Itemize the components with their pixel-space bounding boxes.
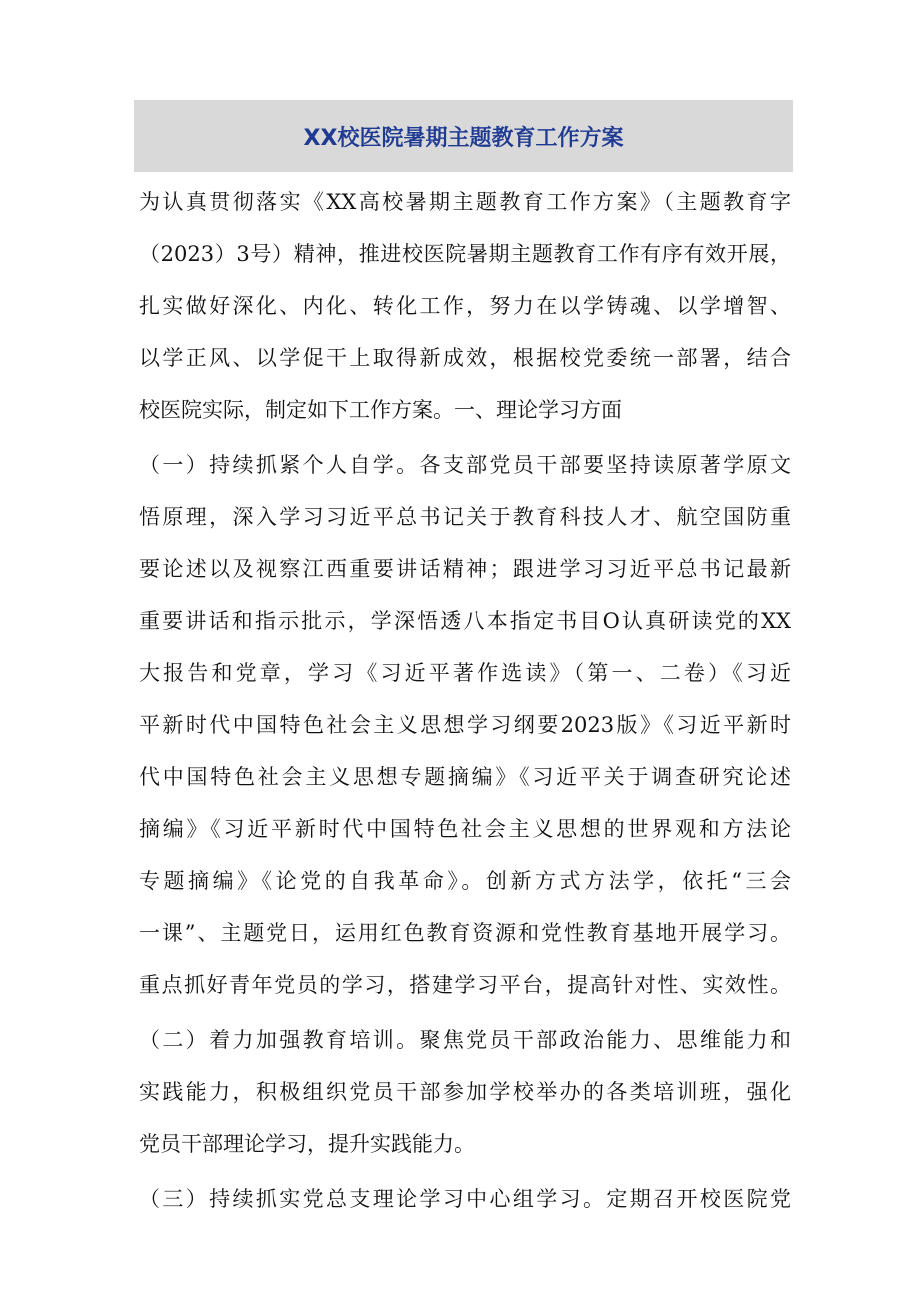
body-line: （二）着力加强教育培训。聚焦党员干部政治能力、思维能力和 <box>139 1028 791 1052</box>
body-line: （2023）3号）精神，推进校医院暑期主题教育工作有序有效开展， <box>139 242 791 266</box>
document-title: XX校医院暑期主题教育工作方案 <box>303 125 624 151</box>
body-line: 要论述以及视察江西重要讲话精神；跟进学习习近平总书记最新 <box>139 557 791 581</box>
body-line: 专题摘编》《论党的自我革命》。创新方式方法学，依托“三会 <box>139 869 791 893</box>
body-line: 重点抓好青年党员的学习，搭建学习平台，提高针对性、实效性。 <box>139 973 791 997</box>
body-line: 重要讲话和指示批示，学深悟透八本指定书目O认真研读党的XX <box>139 609 791 633</box>
title-bar <box>134 100 793 172</box>
body-line: （一）持续抓紧个人自学。各支部党员干部要坚持读原著学原文 <box>139 453 791 477</box>
body-line: 扎实做好深化、内化、转化工作，努力在以学铸魂、以学增智、 <box>139 294 791 318</box>
body-line: 实践能力，积极组织党员干部参加学校举办的各类培训班，强化 <box>139 1080 791 1104</box>
body-line: 悟原理，深入学习习近平总书记关于教育科技人才、航空国防重 <box>139 505 791 529</box>
body-line: 为认真贯彻落实《XX高校暑期主题教育工作方案》（主题教育字 <box>139 190 791 214</box>
body-line: 大报告和党章，学习《习近平著作选读》（第一、二卷）《习近 <box>139 661 791 685</box>
body-line: 校医院实际，制定如下工作方案。一、理论学习方面 <box>139 398 622 422</box>
body-line: （三）持续抓实党总支理论学习中心组学习。定期召开校医院党 <box>139 1187 791 1211</box>
body-line: 以学正风、以学促干上取得新成效，根据校党委统一部署，结合 <box>139 346 791 370</box>
body-line: 一课”、主题党日，运用红色教育资源和党性教育基地开展学习。 <box>139 921 791 945</box>
body-line: 摘编》《习近平新时代中国特色社会主义思想的世界观和方法论 <box>139 817 791 841</box>
body-line: 党员干部理论学习，提升实践能力。 <box>139 1132 475 1156</box>
body-line: 平新时代中国特色社会主义思想学习纲要2023版》《习近平新时 <box>139 713 791 737</box>
body-line: 代中国特色社会主义思想专题摘编》《习近平关于调查研究论述 <box>139 765 791 789</box>
